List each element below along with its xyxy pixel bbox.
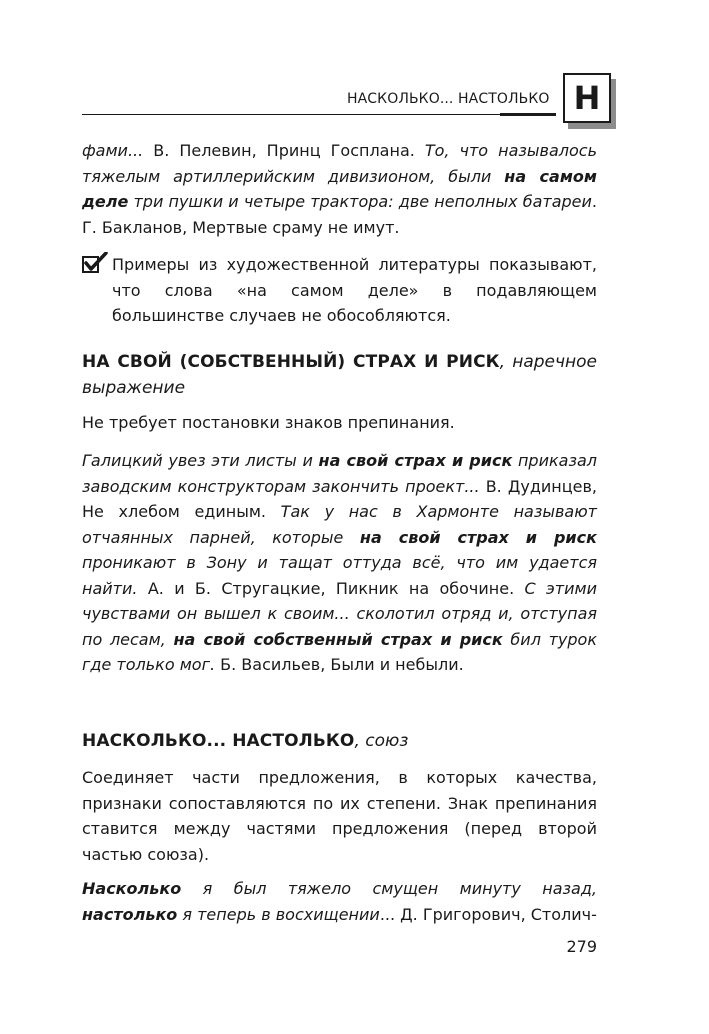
example-highlight: на свой страх и риск [359, 527, 597, 547]
example-source: Б. Васильев, Были и небыли. [215, 655, 464, 674]
entry-heading-strah-i-risk [82, 350, 597, 401]
rule-text: Не требует постановки знаков препинания. [82, 413, 455, 432]
example-highlight: на свой страх и риск [318, 451, 513, 470]
continued-examples [82, 138, 597, 240]
example-text: То, что называлось тяжелым артиллерийским дивизионом, были [82, 141, 598, 186]
example-highlight: Насколько [82, 879, 182, 898]
entry-rule [82, 765, 597, 867]
checkmark-note-icon [82, 252, 104, 274]
example-text: С этими чувствами он вышел к своим... сколотил отряд и, отступая по лесам, [82, 578, 597, 649]
example-highlight: на свой собственный страх и риск [173, 629, 503, 649]
example-text: приказал заводским конструкторам закончить проект... [82, 451, 597, 496]
example-text: я был тяжело смущен минуту назад, [181, 879, 597, 898]
entry-examples [82, 448, 597, 678]
note-text: Примеры из художественной литературы показывают, что слова «на самом деле» в подавляющем большинстве случаев не обособляются. [112, 255, 597, 325]
example-text: я теперь в восхищении [177, 904, 380, 924]
header-rule-accent [500, 113, 556, 116]
example-fragment: фами... [82, 141, 144, 160]
part-of-speech: , союз [354, 731, 409, 751]
example-text: Так у нас в Хармонте называют отчаянных парней, которые [82, 502, 598, 547]
example-source: ... Д. Григорович, Столич- [379, 904, 597, 924]
example-text: Галицкий увез эти листы и [82, 451, 319, 470]
page-number: 279 [566, 937, 597, 956]
header-rule [82, 114, 556, 115]
example-source: . Г. Бакланов, Мертвые сраму не имут. [82, 192, 597, 237]
entry-examples [82, 876, 597, 927]
running-header: НАСКОЛЬКО... НАСТОЛЬКО [347, 91, 550, 107]
example-source: В. Пелевин, Принц Госплана. [143, 141, 425, 160]
example-text: бил турок где только мог. [82, 629, 598, 674]
headword: НАСКОЛЬКО... НАСТОЛЬКО [82, 731, 355, 751]
part-of-speech: , наречное выражение [82, 352, 598, 398]
example-highlight: настолько [82, 904, 178, 924]
rule-text: Соединяет части предложения, в которых качества, признаки сопоставляются по их степени. Знак препинания ставится между частями предложения (перед второй частью союза). [82, 768, 597, 864]
section-letter-tab: Н [563, 73, 611, 123]
entry-heading-naskolko-nastolko [82, 729, 597, 755]
example-source: В. Дудинцев, Не хлебом единым. [82, 476, 598, 521]
headword: НА СВОЙ (СОБСТВЕННЫЙ) СТРАХ И РИСК [82, 352, 500, 372]
example-highlight: на самом деле [82, 166, 597, 211]
example-text: проникают в Зону и тащат оттуда всё, что им удается найти. [82, 553, 597, 598]
example-text: три пушки и четыре трактора: две неполных батареи [128, 192, 592, 211]
entry-rule [82, 410, 597, 436]
example-source: А. и Б. Стругацкие, Пикник на обочине. [137, 578, 525, 598]
